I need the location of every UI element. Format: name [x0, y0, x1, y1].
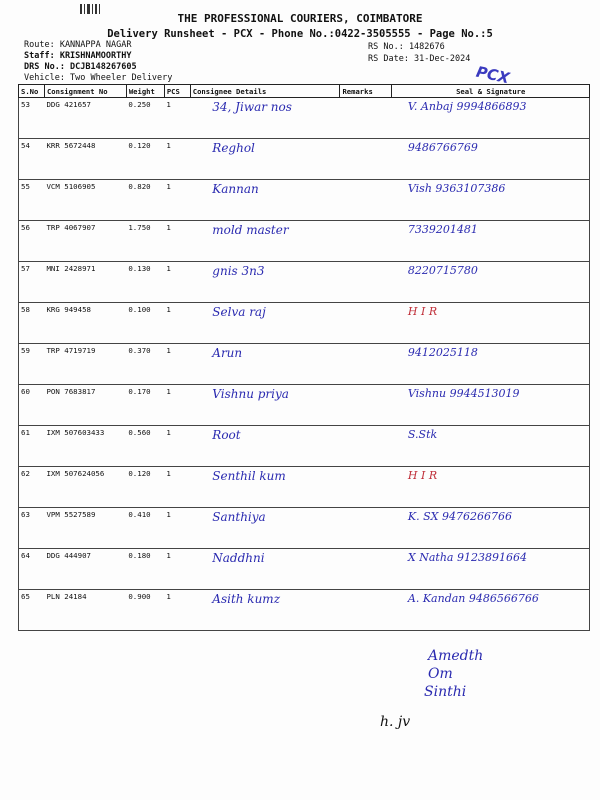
row-remarks [340, 221, 392, 262]
row-pcs: 1 [164, 98, 190, 139]
row-consignee: Kannan [190, 180, 340, 221]
row-weight: 1.750 [126, 221, 164, 262]
row-consignee: 34, Jiwar nos [190, 98, 340, 139]
row-sno: 65 [19, 590, 45, 631]
table-row [19, 303, 590, 344]
row-consignment-no: IXM 507603433 [44, 426, 126, 467]
col-header-remarks: Remarks [340, 85, 392, 98]
row-sno: 58 [19, 303, 45, 344]
row-consignee: Asith kumz [190, 590, 340, 631]
row-weight: 0.100 [126, 303, 164, 344]
row-consignment-no: IXM 507624056 [44, 467, 126, 508]
row-consignee: Reghol [190, 139, 340, 180]
row-seal: Vish 9363107386 [392, 180, 590, 221]
row-seal: Vishnu 9944513019 [392, 385, 590, 426]
col-header-sno: S.No [19, 85, 45, 98]
row-consignment-no: PON 7683817 [44, 385, 126, 426]
row-seal: H I R [392, 467, 590, 508]
rs-date-text: RS Date: 31-Dec-2024 [368, 53, 471, 64]
row-consignment-no: VPM 5527589 [44, 508, 126, 549]
row-pcs: 1 [164, 549, 190, 590]
footer-signature-2: Om [428, 666, 453, 682]
row-remarks [340, 303, 392, 344]
row-seal: V. Anbaj 9994866893 [392, 98, 590, 139]
row-remarks [340, 344, 392, 385]
table-row [19, 262, 590, 303]
row-pcs: 1 [164, 303, 190, 344]
row-sno: 64 [19, 549, 45, 590]
row-weight: 0.130 [126, 262, 164, 303]
row-remarks [340, 180, 392, 221]
row-consignment-no: KRG 949458 [44, 303, 126, 344]
runsheet-rs-meta [368, 42, 470, 65]
row-consignee: Vishnu priya [190, 385, 340, 426]
row-pcs: 1 [164, 221, 190, 262]
row-seal: S.Stk [392, 426, 590, 467]
table-row [19, 385, 590, 426]
row-remarks [340, 549, 392, 590]
row-seal: K. SX 9476266766 [392, 508, 590, 549]
row-consignment-no: TRP 4067907 [44, 221, 126, 262]
row-consignee: Arun [190, 344, 340, 385]
document-title: THE PROFESSIONAL COURIERS, COIMBATORE [177, 12, 423, 25]
row-remarks [340, 590, 392, 631]
row-seal: A. Kandan 9486566766 [392, 590, 590, 631]
row-weight: 0.170 [126, 385, 164, 426]
row-weight: 0.120 [126, 467, 164, 508]
row-pcs: 1 [164, 590, 190, 631]
col-header-weight: Weight [126, 85, 164, 98]
row-consignment-no: DDG 421657 [44, 98, 126, 139]
row-pcs: 1 [164, 385, 190, 426]
table-row [19, 508, 590, 549]
row-pcs: 1 [164, 426, 190, 467]
row-weight: 0.370 [126, 344, 164, 385]
row-sno: 55 [19, 180, 45, 221]
pcx-stamp: PCX [474, 62, 512, 88]
row-pcs: 1 [164, 508, 190, 549]
table-row [19, 98, 590, 139]
row-consignee: Naddhni [190, 549, 340, 590]
row-weight: 0.560 [126, 426, 164, 467]
runsheet-table [18, 84, 590, 631]
table-header-row [19, 85, 590, 98]
row-consignee: Root [190, 426, 340, 467]
runsheet-meta [24, 40, 172, 84]
table-row [19, 590, 590, 631]
row-weight: 0.900 [126, 590, 164, 631]
row-consignee: Selva raj [190, 303, 340, 344]
col-header-consignee: Consignee Details [190, 85, 340, 98]
vehicle-text: Vehicle: Two Wheeler Delivery [24, 73, 173, 83]
row-seal: 8220715780 [392, 262, 590, 303]
row-sno: 62 [19, 467, 45, 508]
row-sno: 54 [19, 139, 45, 180]
row-sno: 57 [19, 262, 45, 303]
col-header-consignment: Consignment No [44, 85, 126, 98]
table-row [19, 221, 590, 262]
row-sno: 61 [19, 426, 45, 467]
row-pcs: 1 [164, 139, 190, 180]
row-remarks [340, 262, 392, 303]
table-row [19, 344, 590, 385]
table-row [19, 426, 590, 467]
row-remarks [340, 385, 392, 426]
row-weight: 0.120 [126, 139, 164, 180]
footer-signature-1: Amedth [428, 648, 484, 664]
row-seal: 9486766769 [392, 139, 590, 180]
row-remarks [340, 98, 392, 139]
row-weight: 0.410 [126, 508, 164, 549]
row-sno: 59 [19, 344, 45, 385]
row-remarks [340, 508, 392, 549]
footer-signature-4: h. jv [380, 714, 411, 730]
row-seal: X Natha 9123891664 [392, 549, 590, 590]
row-remarks [340, 467, 392, 508]
row-consignee: gnis 3n3 [190, 262, 340, 303]
staff-text: Staff: KRISHNAMOORTHY [24, 51, 132, 61]
row-weight: 0.250 [126, 98, 164, 139]
row-weight: 0.180 [126, 549, 164, 590]
document-subtitle: Delivery Runsheet - PCX - Phone No.:0422-3505555 - Page No.:5 [107, 28, 493, 40]
row-pcs: 1 [164, 344, 190, 385]
row-weight: 0.820 [126, 180, 164, 221]
row-consignment-no: TRP 4719719 [44, 344, 126, 385]
row-consignment-no: DDG 444907 [44, 549, 126, 590]
row-remarks [340, 426, 392, 467]
row-sno: 60 [19, 385, 45, 426]
rs-no-text: RS No.: 1482676 [368, 42, 445, 52]
row-consignment-no: VCM 5106905 [44, 180, 126, 221]
row-remarks [340, 139, 392, 180]
row-consignment-no: KRR 5672448 [44, 139, 126, 180]
row-consignment-no: MNI 2428971 [44, 262, 126, 303]
row-consignee: Santhiya [190, 508, 340, 549]
row-seal: 9412025118 [392, 344, 590, 385]
row-pcs: 1 [164, 262, 190, 303]
row-seal: H I R [392, 303, 590, 344]
table-row [19, 549, 590, 590]
row-consignee: Senthil kum [190, 467, 340, 508]
row-pcs: 1 [164, 180, 190, 221]
route-text: Route: KANNAPPA NAGAR [24, 40, 132, 50]
row-sno: 56 [19, 221, 45, 262]
col-header-pcs: PCS [164, 85, 190, 98]
row-sno: 53 [19, 98, 45, 139]
drs-text: DRS No.: DCJB148267605 [24, 62, 137, 72]
row-consignment-no: PLN 24184 [44, 590, 126, 631]
table-row [19, 180, 590, 221]
row-seal: 7339201481 [392, 221, 590, 262]
col-header-seal: Seal & Signature [392, 85, 590, 98]
row-consignee: mold master [190, 221, 340, 262]
row-pcs: 1 [164, 467, 190, 508]
row-sno: 63 [19, 508, 45, 549]
footer-signature-3: Sinthi [424, 684, 467, 700]
table-row [19, 467, 590, 508]
table-row [19, 139, 590, 180]
